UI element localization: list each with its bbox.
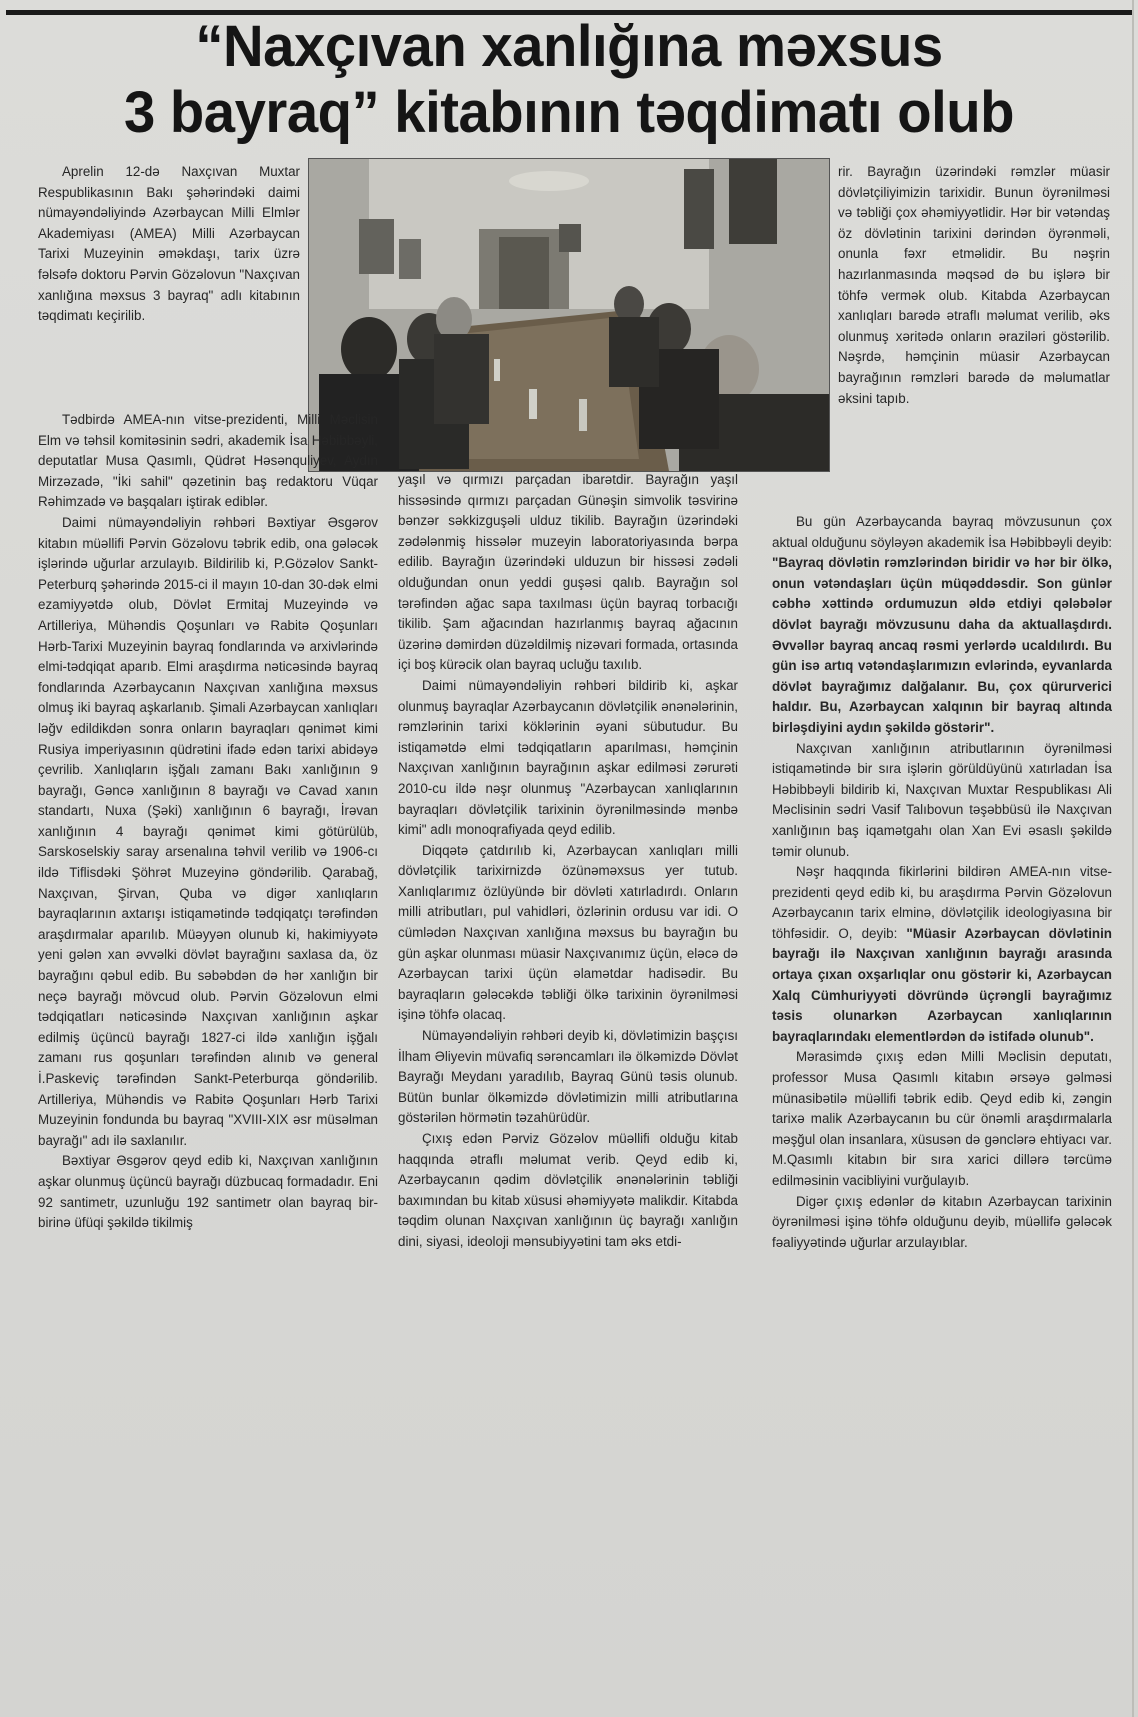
paragraph: rir. Bayrağın üzərindəki rəmzlər müasir dövlətçiliyimizin tarixidir. Bunun öyrənilməsi və təbliği çox əhəmiyyətlidir. Hər bir vətəndaş öz dövlətinin tarixini dərindən öyrənməli, onunla fəxr etməlidir. Bu nəşrin hazırlanmasında məqsəd də bu işlərə bir töhfə vermək olub. Kitabda Azərbaycan xanlıqları barədə ətraflı məlumat verilib, əks olunmuş xəritədə onların əraziləri göstərilib. Nəşrdə, həmçinin müasir Azərbaycan bayrağının rəmzləri barədə də məlumatlar əksini tapıb.	[838, 164, 1110, 406]
paragraph: yaşıl və qırmızı parçadan ibarətdir. Bayrağın yaşıl hissəsində qırmızı parçadan Günəşin simvolik təsvirinə bənzər səkkizguşəli ulduz tikilib. Bayrağın üzərindəki zədələnmiş hissələr muzeyin laboratoriyasında bərpa edilib. Bayrağın üzərindəki ulduzun bir hissəsi zədəli olduğundan onun yeddi guşəsi qalıb. Bayrağın sol tərəfindən ağac sapa taxılması üçün bayraq torbacığı tikilib. Şam ağacından hazırlanmış bayraq ağacının üzərinə dəmirdən düzəldilmiş nizəvari formada, ortasında içi boş kürəcik olan bayraq ucluğu taxılıb.	[398, 472, 738, 673]
paragraph: Diqqətə çatdırılıb ki, Azərbaycan xanlıqları milli dövlətçilik tarixirnizdə özünəməxsus yer tutub. Xanlıqlarımız özlüyündə bir dövləti xatırladırdı. Onların milli atributları, pul vahidləri, özlərinin ordusu var idi. O cümlədən Naxçıvan xanlığına məxsus bu bayrağın bu gün aşkar olunması müasir Naxçıvanımız üçün, eləcə də Azərbaycan tarixi üçün əlamətdar hadisədir. Bu bayraqların gələcəkdə təbliği ölkə tarixinin öyrənilməsi işinə töhfə olacaq.	[398, 842, 738, 1023]
column-3	[838, 162, 1110, 409]
portrait-frame	[684, 169, 714, 249]
paragraph: Tədbirdə AMEA-nın vitse-prezidenti, Milli Məclisin Elm və təhsil komitəsinin sədri, akademik İsa Həbibbəyli, deputatlar Musa Qasımlı, Qüdrət Həsənquliyev, Aydın Mirzəzadə, "İki sahil" qəzetinin baş redaktoru Vüqar Rəhimzadə və başqaları iştirak ediblər.	[38, 412, 378, 510]
paragraph	[772, 862, 1112, 1047]
paragraph-intro: Bu gün Azərbaycanda bayraq mövzusunun çox aktual olduğunu söyləyən akademik İsa Həbibbəyli deyib:	[772, 514, 1112, 550]
column-3-continued	[772, 512, 1112, 1253]
paragraph: Daimi nümayəndəliyin rəhbəri bildirib ki, aşkar olunmuş bayraqlar Azərbaycanın dövlətçilik ənənələrinin, rəmzlərinin tarixi köklərinin əyani sübutudur. Bu istiqamətdə elmi tədqiqatların aparılması, həmçinin Naxçıvan xanlığının bayrağının aşkar edilməsi zərurəti 2010-cu ildə nəşr olunmuş "Azərbaycan xanlıqlarının bayraqları dövlətçilik tarixinin öyrənilməsində mənbə kimi" adlı monoqrafiyada qeyd edilib.	[398, 677, 738, 838]
paragraph: Mərasimdə çıxış edən Milli Məclisin deputatı, professor Musa Qasımlı kitabın ərsəyə gəlməsi münasibətilə müəllifi təbrik edib. Qeyd edib ki, zəngin tarixə malik Azərbaycanın bu cür önəmli araşdırmalarla məşğul olan insanlara, xüsusən də gənclərə ehtiyacı var. M.Qasımlı kitabın bir sıra xarici dillərə tərcümə edilməsinin vacibliyini vurğulayıb.	[772, 1049, 1112, 1188]
paragraph: Bəxtiyar Əsgərov qeyd edib ki, Naxçıvan xanlığının aşkar olunmuş üçüncü bayrağı düzbucaq formadadır. Eni 92 santimetr, uzunluğu 192 santimetr olan bayraq bir-birinə üfüqi şəkildə tikilmiş	[38, 1153, 378, 1231]
paragraph: Digər çıxış edənlər də kitabın Azərbaycan tarixinin öyrənilməsi işinə töhfə olduğunu deyib, müəllifə gələcək fəaliyyətində uğurlar arzulayıblar.	[772, 1193, 1112, 1250]
quote-bold: "Müasir Azərbaycan dövlətinin bayrağı ilə Naxçıvan xanlığının bayrağı arasında ortaya çıxan oxşarlıqlar onu göstərir ki, Azərbaycan Xalq Cümhuriyyəti dövründə üçrəngli bayrağımız təsis olunarkən Azərbaycan xanlıqlarının bayraqlarındakı elementlərdən də istifadə olunub".	[772, 925, 1112, 1044]
quote-bold: "Bayraq dövlətin rəmzlərindən biridir və hər bir ölkə, onun vətəndaşları üçün müqəddəsdir. Son günlər cəbhə xəttində ordumuzun əldə etdiyi qələbələr dövlət bayrağı mövzusunu daha da aktuallaşdırdı. Əvvəllər bayraq ancaq rəsmi yerlərdə ucaldılırdı. Bu gün isə artıq vətəndaşlarımızın evlərində, eyvanlarda dövlət bayrağımız dalğalanır. Bu, çox qürurverici haldır. Bu, Azərbaycan xalqının bir bayraq altında birləşdiyini aydın şəkildə göstərir".	[772, 555, 1112, 735]
column-1	[38, 410, 378, 1234]
column-2	[398, 470, 738, 1253]
headline-line-2: 3 bayraq” kitabının təqdimatı olub	[123, 80, 1015, 145]
paragraph: Aprelin 12-də Naxçıvan Muxtar Respublikasının Bakı şəhərindəki daimi nümayəndəliyində Azərbaycan Milli Elmlər Akademiyası (AMEA) Milli Azərbaycan Tarixi Muzeyinin əməkdaşı, tarix üzrə fəlsəfə doktoru Pərvin Gözəlovun "Naxçıvan xanlığına məxsus 3 bayraq" adlı kitabının təqdimatı keçirilib.	[38, 164, 300, 324]
article-headline	[27, 14, 1111, 146]
portrait-frame	[729, 159, 777, 244]
paragraph: Çıxış edən Pərviz Gözəlov müəllifi olduğu kitab haqqında ətraflı məlumat verib. Qeyd edib ki, Azərbaycanın qədim dövlətçilik ənənələrinin təbliği baxımından bu kitab xüsusi əhəmiyyətə malikdir. Kitabda təqdim olunan Naxçıvan xanlığının üç bayrağı xanlığın dini, siyasi, ideoloji mənsubiyyətini tam əks etdi-	[398, 1131, 738, 1249]
paragraph	[772, 512, 1112, 739]
paragraph: Nümayəndəliyin rəhbəri deyib ki, dövlətimizin başçısı İlham Əliyevin müvafiq sərəncamları ilə ölkəmizdə Dövlət Bayrağı Meydanı yaradılıb, Bayraq Günü təsis olunub. Bütün bunlar ölkəmizdə dövlətimizin milli atributlarına göstərilən hörmətin təzahürüdür.	[398, 1028, 738, 1126]
meeting-photo	[308, 158, 830, 472]
column-edge-rule	[1132, 0, 1134, 1717]
paragraph: Naxçıvan xanlığının atributlarının öyrənilməsi istiqamətində bir sıra işlərin görüldüyünü xatırladan İsa Həbibbəyli bildirib ki, Naxçıvan Muxtar Respublikası Ali Məclisinin sədri Vasif Talıbovun təşəbbüsü ilə Naxçıvan xanlığının baş iqamətgahı olan Xan Evi əsaslı şəkildə təmir olunub.	[772, 740, 1112, 859]
meeting-photo-image	[309, 159, 829, 471]
paragraph: Daimi nümayəndəliyin rəhbəri Bəxtiyar Əsgərov kitabın müəllifi Pərvin Gözəlovu təbrik edib, ona gələcək işlərində uğurlar arzulayıb. Bildirilib ki, P.Gözəlov Sankt-Peterburq şəhərində 2015-ci il mayın 10-dan 30-dək elmi ezamiyyətdə olub, Dövlət Ermitaj Muzeyində və Artilleriya, Mühəndis Qoşunları və Rabitə Qoşunları Hərb-Tarixi Muzeyinin bayraq fondlarında və arxivlərində elmi-tədqiqat aparıb. Elmi araşdırma nəticəsində bayraq fondlarında Azərbaycanın Naxçıvan xanlığına məxsus olmuş iki bayraq aşkarlanıb. Şimali Azərbaycan xanlıqları ləğv edildikdən sonra onların bayraqları qənimət kimi Rusiya imperiyasının qüdrətini ifadə edən tarixi abidəyə çevrilib. Xanlıqların işğalı zamanı Bakı xanlığının 9 bayrağı, Gəncə xanlığının 8 bayrağı və Cavad xanın standartı, Nuxa (Şəki) xanlığının 6 bayrağı, İrəvan xanlığının 4 bayrağı qənimət kimi götürülüb, Sarskoselskiy saray arsenalına təhvil verilib və 1906-cı ildə Tiflisdəki Şöhrət Muzeyinə göndərilib. Qarabağ, Naxçıvan, Şirvan, Quba və digər xanlıqların bayraqlarının axtarışı istiqamətində tədqiqatçı tərəfindən araşdırmalar aparılıb. Müəyyən olunub ki, hakimiyyətə yeni gələn xan əvvəlki dövlət bayrağını saxlasa da, öz bayrağını qəbul edib. Bu səbəbdən də hər xanlığın bir neçə bayrağı mövcud olub. Pərvin Gözəlovun elmi tədqiqatları nəticəsində Naxçıvan xanlığının aşkar edilmiş üçüncü bayrağı 1827-ci ildə xanlığın işğalı zamanı rus qoşunları tərəfindən alınıb və general İ.Paskeviç tərəfindən Sankt-Peterburqa göndərilib. Artilleriya, Mühəndis və Rabitə Qoşunları Hərb Tarixi Muzeyinin fondunda bu bayraq "XVIII-XIX əsr müsəlman bayrağı" adı ilə saxlanılır.	[38, 514, 378, 1148]
headline-line-1: “Naxçıvan xanlığına məxsus	[195, 14, 943, 79]
paragraph-intro: Nəşr haqqında fikirlərini bildirən AMEA-nın vitse-prezidenti qeyd edib ki, bu araşdırma Pərvin Gözəlovun Azərbaycanın tarix elminə, dövlətçilik ideologiyasına bir töhfəsidir. O, deyib:	[772, 864, 1112, 941]
column-1-top	[38, 162, 300, 327]
